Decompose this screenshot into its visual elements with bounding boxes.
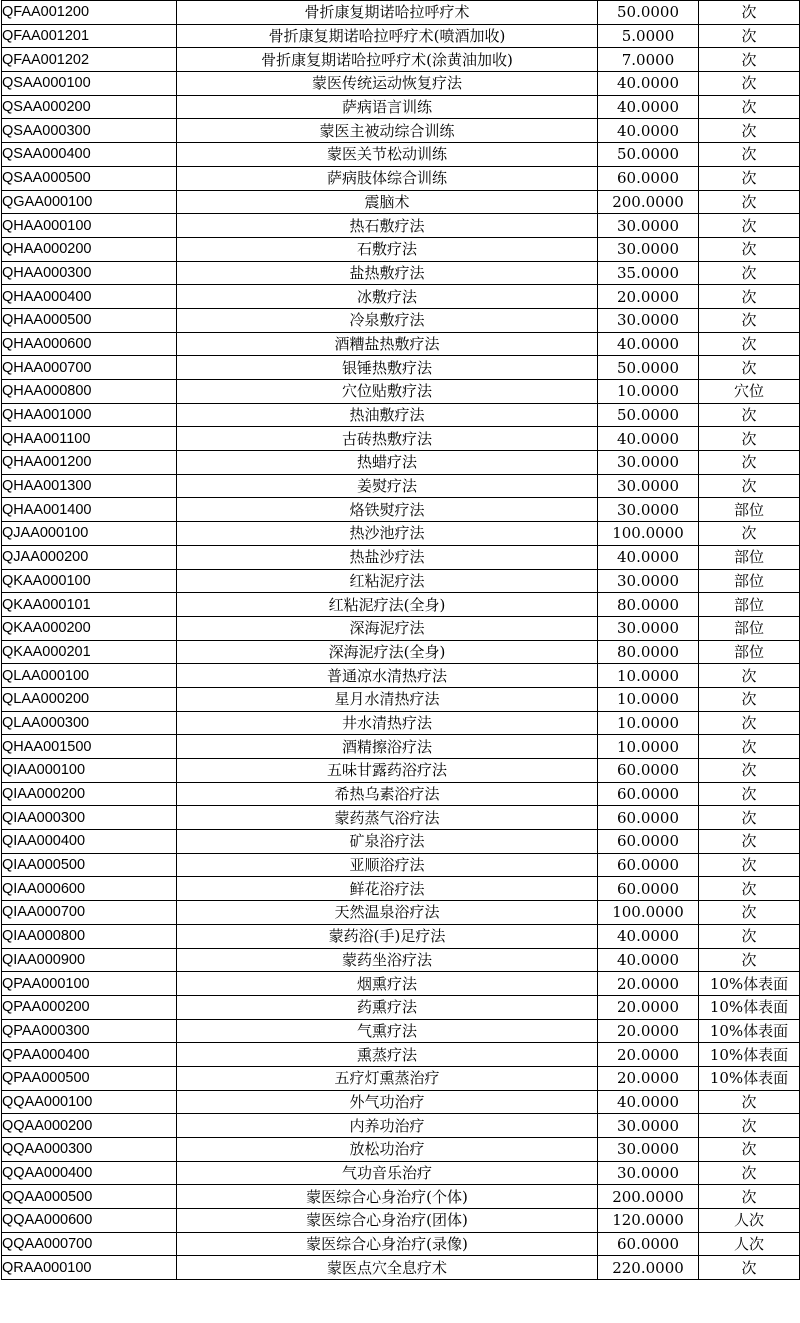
item-name-cell: 骨折康复期诺哈拉呼疗术(喷酒加收) bbox=[177, 24, 598, 48]
item-price-cell: 50.0000 bbox=[598, 356, 699, 380]
item-code-cell: QQAA000200 bbox=[2, 1114, 177, 1138]
item-code-cell: QHAA000700 bbox=[2, 356, 177, 380]
item-unit-cell: 10%体表面 bbox=[699, 1043, 800, 1067]
item-code-cell: QIAA000400 bbox=[2, 830, 177, 854]
item-unit-cell: 次 bbox=[699, 143, 800, 167]
table-row bbox=[2, 237, 800, 261]
item-unit-cell: 部位 bbox=[699, 498, 800, 522]
item-name-cell: 五味甘露药浴疗法 bbox=[177, 759, 598, 783]
item-price-cell: 10.0000 bbox=[598, 735, 699, 759]
item-price-cell: 100.0000 bbox=[598, 522, 699, 546]
table-row bbox=[2, 1256, 800, 1280]
table-row bbox=[2, 95, 800, 119]
table-row bbox=[2, 616, 800, 640]
item-unit-cell: 次 bbox=[699, 48, 800, 72]
item-code-cell: QQAA000700 bbox=[2, 1232, 177, 1256]
item-code-cell: QFAA001201 bbox=[2, 24, 177, 48]
item-unit-cell: 次 bbox=[699, 901, 800, 925]
item-code-cell: QQAA000500 bbox=[2, 1185, 177, 1209]
item-name-cell: 骨折康复期诺哈拉呼疗术 bbox=[177, 1, 598, 25]
table-body bbox=[2, 1, 800, 1280]
item-code-cell: QKAA000101 bbox=[2, 593, 177, 617]
item-price-cell: 50.0000 bbox=[598, 403, 699, 427]
item-code-cell: QSAA000100 bbox=[2, 72, 177, 96]
item-unit-cell: 穴位 bbox=[699, 380, 800, 404]
item-name-cell: 天然温泉浴疗法 bbox=[177, 901, 598, 925]
item-unit-cell: 次 bbox=[699, 214, 800, 238]
item-price-cell: 10.0000 bbox=[598, 711, 699, 735]
item-price-cell: 30.0000 bbox=[598, 1161, 699, 1185]
table-row bbox=[2, 735, 800, 759]
item-unit-cell: 次 bbox=[699, 72, 800, 96]
item-unit-cell: 10%体表面 bbox=[699, 1019, 800, 1043]
table-row bbox=[2, 214, 800, 238]
item-price-cell: 60.0000 bbox=[598, 1232, 699, 1256]
item-unit-cell: 10%体表面 bbox=[699, 972, 800, 996]
item-price-cell: 20.0000 bbox=[598, 1066, 699, 1090]
item-code-cell: QSAA000400 bbox=[2, 143, 177, 167]
item-name-cell: 蒙医点穴全息疗术 bbox=[177, 1256, 598, 1280]
item-name-cell: 普通凉水清热疗法 bbox=[177, 664, 598, 688]
item-unit-cell: 次 bbox=[699, 924, 800, 948]
item-code-cell: QJAA000100 bbox=[2, 522, 177, 546]
item-name-cell: 古砖热敷疗法 bbox=[177, 427, 598, 451]
table-row bbox=[2, 593, 800, 617]
table-row bbox=[2, 332, 800, 356]
table-row bbox=[2, 759, 800, 783]
item-price-cell: 60.0000 bbox=[598, 853, 699, 877]
item-price-cell: 30.0000 bbox=[598, 474, 699, 498]
item-price-cell: 30.0000 bbox=[598, 308, 699, 332]
item-name-cell: 酒精擦浴疗法 bbox=[177, 735, 598, 759]
item-code-cell: QIAA000300 bbox=[2, 806, 177, 830]
item-price-cell: 40.0000 bbox=[598, 119, 699, 143]
item-price-cell: 5.0000 bbox=[598, 24, 699, 48]
item-name-cell: 蒙医综合心身治疗(录像) bbox=[177, 1232, 598, 1256]
item-name-cell: 冷泉敷疗法 bbox=[177, 308, 598, 332]
item-price-cell: 30.0000 bbox=[598, 498, 699, 522]
item-unit-cell: 10%体表面 bbox=[699, 995, 800, 1019]
table-row bbox=[2, 1, 800, 25]
item-name-cell: 矿泉浴疗法 bbox=[177, 830, 598, 854]
item-unit-cell: 部位 bbox=[699, 640, 800, 664]
item-price-cell: 30.0000 bbox=[598, 569, 699, 593]
item-price-cell: 60.0000 bbox=[598, 166, 699, 190]
item-name-cell: 酒糟盐热敷疗法 bbox=[177, 332, 598, 356]
item-price-cell: 40.0000 bbox=[598, 332, 699, 356]
item-code-cell: QIAA000500 bbox=[2, 853, 177, 877]
item-code-cell: QHAA001500 bbox=[2, 735, 177, 759]
table-row bbox=[2, 640, 800, 664]
item-code-cell: QIAA000700 bbox=[2, 901, 177, 925]
item-name-cell: 穴位贴敷疗法 bbox=[177, 380, 598, 404]
item-code-cell: QRAA000100 bbox=[2, 1256, 177, 1280]
item-unit-cell: 次 bbox=[699, 261, 800, 285]
item-unit-cell: 次 bbox=[699, 403, 800, 427]
table-row bbox=[2, 1043, 800, 1067]
item-code-cell: QKAA000100 bbox=[2, 569, 177, 593]
item-name-cell: 热油敷疗法 bbox=[177, 403, 598, 427]
item-code-cell: QFAA001202 bbox=[2, 48, 177, 72]
item-price-cell: 20.0000 bbox=[598, 1043, 699, 1067]
item-price-cell: 30.0000 bbox=[598, 1138, 699, 1162]
item-code-cell: QIAA000800 bbox=[2, 924, 177, 948]
item-name-cell: 深海泥疗法(全身) bbox=[177, 640, 598, 664]
item-name-cell: 星月水清热疗法 bbox=[177, 687, 598, 711]
table-row bbox=[2, 830, 800, 854]
item-code-cell: QHAA000200 bbox=[2, 237, 177, 261]
item-unit-cell: 人次 bbox=[699, 1232, 800, 1256]
item-name-cell: 蒙药浴(手)足疗法 bbox=[177, 924, 598, 948]
item-unit-cell: 次 bbox=[699, 1185, 800, 1209]
item-code-cell: QSAA000200 bbox=[2, 95, 177, 119]
item-unit-cell: 次 bbox=[699, 190, 800, 214]
table-row bbox=[2, 569, 800, 593]
item-unit-cell: 次 bbox=[699, 95, 800, 119]
table-row bbox=[2, 522, 800, 546]
item-name-cell: 热蜡疗法 bbox=[177, 451, 598, 475]
table-row bbox=[2, 877, 800, 901]
item-price-cell: 40.0000 bbox=[598, 95, 699, 119]
item-unit-cell: 次 bbox=[699, 474, 800, 498]
table-row bbox=[2, 498, 800, 522]
table-row bbox=[2, 853, 800, 877]
table-row bbox=[2, 995, 800, 1019]
table-row bbox=[2, 119, 800, 143]
item-unit-cell: 次 bbox=[699, 948, 800, 972]
item-price-cell: 60.0000 bbox=[598, 877, 699, 901]
item-code-cell: QQAA000300 bbox=[2, 1138, 177, 1162]
table-row bbox=[2, 1232, 800, 1256]
table-row bbox=[2, 924, 800, 948]
item-unit-cell: 次 bbox=[699, 285, 800, 309]
item-name-cell: 萨病语言训练 bbox=[177, 95, 598, 119]
item-code-cell: QIAA000200 bbox=[2, 782, 177, 806]
item-unit-cell: 次 bbox=[699, 759, 800, 783]
item-price-cell: 40.0000 bbox=[598, 948, 699, 972]
item-name-cell: 五疗灯熏蒸治疗 bbox=[177, 1066, 598, 1090]
item-name-cell: 震脑术 bbox=[177, 190, 598, 214]
item-unit-cell: 人次 bbox=[699, 1209, 800, 1233]
item-code-cell: QGAA000100 bbox=[2, 190, 177, 214]
item-name-cell: 药熏疗法 bbox=[177, 995, 598, 1019]
item-name-cell: 蒙药蒸气浴疗法 bbox=[177, 806, 598, 830]
item-unit-cell: 次 bbox=[699, 356, 800, 380]
item-name-cell: 气熏疗法 bbox=[177, 1019, 598, 1043]
item-unit-cell: 部位 bbox=[699, 569, 800, 593]
item-price-cell: 30.0000 bbox=[598, 214, 699, 238]
item-name-cell: 银锤热敷疗法 bbox=[177, 356, 598, 380]
item-unit-cell: 次 bbox=[699, 308, 800, 332]
item-code-cell: QHAA001000 bbox=[2, 403, 177, 427]
item-unit-cell: 次 bbox=[699, 237, 800, 261]
table-row bbox=[2, 806, 800, 830]
item-price-cell: 30.0000 bbox=[598, 616, 699, 640]
table-row bbox=[2, 687, 800, 711]
item-unit-cell: 次 bbox=[699, 853, 800, 877]
item-name-cell: 烙铁熨疗法 bbox=[177, 498, 598, 522]
item-code-cell: QPAA000400 bbox=[2, 1043, 177, 1067]
item-name-cell: 气功音乐治疗 bbox=[177, 1161, 598, 1185]
table-row bbox=[2, 948, 800, 972]
item-name-cell: 亚顺浴疗法 bbox=[177, 853, 598, 877]
item-code-cell: QHAA000500 bbox=[2, 308, 177, 332]
item-name-cell: 石敷疗法 bbox=[177, 237, 598, 261]
item-price-cell: 10.0000 bbox=[598, 380, 699, 404]
table-row bbox=[2, 24, 800, 48]
table-row bbox=[2, 1090, 800, 1114]
table-row bbox=[2, 1161, 800, 1185]
item-name-cell: 烟熏疗法 bbox=[177, 972, 598, 996]
item-code-cell: QPAA000500 bbox=[2, 1066, 177, 1090]
item-name-cell: 蒙医传统运动恢复疗法 bbox=[177, 72, 598, 96]
table-row bbox=[2, 1066, 800, 1090]
item-unit-cell: 次 bbox=[699, 664, 800, 688]
item-name-cell: 萨病肢体综合训练 bbox=[177, 166, 598, 190]
item-code-cell: QQAA000600 bbox=[2, 1209, 177, 1233]
item-unit-cell: 次 bbox=[699, 782, 800, 806]
item-unit-cell: 次 bbox=[699, 830, 800, 854]
item-price-cell: 20.0000 bbox=[598, 285, 699, 309]
item-code-cell: QPAA000200 bbox=[2, 995, 177, 1019]
item-price-cell: 40.0000 bbox=[598, 1090, 699, 1114]
table-row bbox=[2, 285, 800, 309]
item-name-cell: 蒙药坐浴疗法 bbox=[177, 948, 598, 972]
item-code-cell: QJAA000200 bbox=[2, 545, 177, 569]
item-name-cell: 蒙医综合心身治疗(个体) bbox=[177, 1185, 598, 1209]
item-code-cell: QQAA000100 bbox=[2, 1090, 177, 1114]
item-code-cell: QKAA000200 bbox=[2, 616, 177, 640]
item-code-cell: QLAA000200 bbox=[2, 687, 177, 711]
table-row bbox=[2, 901, 800, 925]
item-name-cell: 深海泥疗法 bbox=[177, 616, 598, 640]
item-unit-cell: 次 bbox=[699, 1, 800, 25]
table-row bbox=[2, 782, 800, 806]
item-price-cell: 30.0000 bbox=[598, 1114, 699, 1138]
table-row bbox=[2, 72, 800, 96]
item-price-cell: 30.0000 bbox=[598, 237, 699, 261]
item-price-cell: 60.0000 bbox=[598, 759, 699, 783]
item-price-cell: 40.0000 bbox=[598, 72, 699, 96]
item-unit-cell: 次 bbox=[699, 1161, 800, 1185]
item-unit-cell: 次 bbox=[699, 735, 800, 759]
table-row bbox=[2, 972, 800, 996]
price-table bbox=[1, 0, 800, 1280]
table-row bbox=[2, 474, 800, 498]
table-row bbox=[2, 711, 800, 735]
item-unit-cell: 次 bbox=[699, 1090, 800, 1114]
item-code-cell: QHAA001100 bbox=[2, 427, 177, 451]
item-name-cell: 内养功治疗 bbox=[177, 1114, 598, 1138]
table-row bbox=[2, 664, 800, 688]
item-name-cell: 鲜花浴疗法 bbox=[177, 877, 598, 901]
item-unit-cell: 次 bbox=[699, 332, 800, 356]
item-code-cell: QHAA000600 bbox=[2, 332, 177, 356]
item-code-cell: QHAA000100 bbox=[2, 214, 177, 238]
item-code-cell: QPAA000100 bbox=[2, 972, 177, 996]
table-row bbox=[2, 48, 800, 72]
table-row bbox=[2, 308, 800, 332]
item-code-cell: QIAA000900 bbox=[2, 948, 177, 972]
table-row bbox=[2, 261, 800, 285]
item-unit-cell: 次 bbox=[699, 877, 800, 901]
item-price-cell: 50.0000 bbox=[598, 143, 699, 167]
item-price-cell: 200.0000 bbox=[598, 1185, 699, 1209]
item-unit-cell: 次 bbox=[699, 24, 800, 48]
item-name-cell: 蒙医关节松动训练 bbox=[177, 143, 598, 167]
item-unit-cell: 次 bbox=[699, 522, 800, 546]
item-unit-cell: 次 bbox=[699, 119, 800, 143]
table-row bbox=[2, 451, 800, 475]
item-price-cell: 80.0000 bbox=[598, 640, 699, 664]
item-code-cell: QHAA001200 bbox=[2, 451, 177, 475]
item-code-cell: QKAA000201 bbox=[2, 640, 177, 664]
item-code-cell: QHAA000300 bbox=[2, 261, 177, 285]
item-price-cell: 120.0000 bbox=[598, 1209, 699, 1233]
item-name-cell: 放松功治疗 bbox=[177, 1138, 598, 1162]
item-code-cell: QIAA000600 bbox=[2, 877, 177, 901]
item-price-cell: 60.0000 bbox=[598, 782, 699, 806]
item-unit-cell: 次 bbox=[699, 687, 800, 711]
item-code-cell: QHAA001300 bbox=[2, 474, 177, 498]
item-price-cell: 20.0000 bbox=[598, 1019, 699, 1043]
table-row bbox=[2, 143, 800, 167]
item-unit-cell: 次 bbox=[699, 166, 800, 190]
item-price-cell: 60.0000 bbox=[598, 830, 699, 854]
item-unit-cell: 10%体表面 bbox=[699, 1066, 800, 1090]
item-unit-cell: 次 bbox=[699, 711, 800, 735]
table-row bbox=[2, 1185, 800, 1209]
item-name-cell: 外气功治疗 bbox=[177, 1090, 598, 1114]
item-code-cell: QQAA000400 bbox=[2, 1161, 177, 1185]
item-unit-cell: 次 bbox=[699, 1138, 800, 1162]
table-row bbox=[2, 1209, 800, 1233]
item-name-cell: 蒙医主被动综合训练 bbox=[177, 119, 598, 143]
item-code-cell: QIAA000100 bbox=[2, 759, 177, 783]
item-code-cell: QFAA001200 bbox=[2, 1, 177, 25]
item-price-cell: 40.0000 bbox=[598, 924, 699, 948]
item-price-cell: 30.0000 bbox=[598, 451, 699, 475]
item-name-cell: 热沙池疗法 bbox=[177, 522, 598, 546]
item-name-cell: 骨折康复期诺哈拉呼疗术(涂黄油加收) bbox=[177, 48, 598, 72]
item-price-cell: 80.0000 bbox=[598, 593, 699, 617]
item-unit-cell: 次 bbox=[699, 427, 800, 451]
item-name-cell: 熏蒸疗法 bbox=[177, 1043, 598, 1067]
item-price-cell: 100.0000 bbox=[598, 901, 699, 925]
item-name-cell: 蒙医综合心身治疗(团体) bbox=[177, 1209, 598, 1233]
item-price-cell: 7.0000 bbox=[598, 48, 699, 72]
table-row bbox=[2, 1138, 800, 1162]
table-row bbox=[2, 1114, 800, 1138]
item-name-cell: 红粘泥疗法 bbox=[177, 569, 598, 593]
table-row bbox=[2, 545, 800, 569]
item-code-cell: QLAA000300 bbox=[2, 711, 177, 735]
item-price-cell: 220.0000 bbox=[598, 1256, 699, 1280]
item-name-cell: 希热乌素浴疗法 bbox=[177, 782, 598, 806]
item-code-cell: QHAA000400 bbox=[2, 285, 177, 309]
item-name-cell: 盐热敷疗法 bbox=[177, 261, 598, 285]
item-price-cell: 40.0000 bbox=[598, 427, 699, 451]
item-name-cell: 热石敷疗法 bbox=[177, 214, 598, 238]
item-code-cell: QHAA000800 bbox=[2, 380, 177, 404]
item-price-cell: 40.0000 bbox=[598, 545, 699, 569]
item-code-cell: QLAA000100 bbox=[2, 664, 177, 688]
item-unit-cell: 次 bbox=[699, 1114, 800, 1138]
table-row bbox=[2, 380, 800, 404]
item-code-cell: QHAA001400 bbox=[2, 498, 177, 522]
table-row bbox=[2, 356, 800, 380]
item-price-cell: 10.0000 bbox=[598, 664, 699, 688]
item-name-cell: 姜熨疗法 bbox=[177, 474, 598, 498]
item-unit-cell: 部位 bbox=[699, 593, 800, 617]
item-code-cell: QSAA000500 bbox=[2, 166, 177, 190]
item-price-cell: 20.0000 bbox=[598, 972, 699, 996]
item-price-cell: 20.0000 bbox=[598, 995, 699, 1019]
item-price-cell: 200.0000 bbox=[598, 190, 699, 214]
item-name-cell: 热盐沙疗法 bbox=[177, 545, 598, 569]
item-name-cell: 井水清热疗法 bbox=[177, 711, 598, 735]
item-code-cell: QPAA000300 bbox=[2, 1019, 177, 1043]
item-name-cell: 冰敷疗法 bbox=[177, 285, 598, 309]
table-row bbox=[2, 190, 800, 214]
item-name-cell: 红粘泥疗法(全身) bbox=[177, 593, 598, 617]
item-price-cell: 50.0000 bbox=[598, 1, 699, 25]
item-unit-cell: 部位 bbox=[699, 545, 800, 569]
item-unit-cell: 次 bbox=[699, 1256, 800, 1280]
table-row bbox=[2, 403, 800, 427]
item-price-cell: 10.0000 bbox=[598, 687, 699, 711]
table-row bbox=[2, 166, 800, 190]
table-row bbox=[2, 427, 800, 451]
item-price-cell: 35.0000 bbox=[598, 261, 699, 285]
item-code-cell: QSAA000300 bbox=[2, 119, 177, 143]
item-unit-cell: 部位 bbox=[699, 616, 800, 640]
table-row bbox=[2, 1019, 800, 1043]
item-unit-cell: 次 bbox=[699, 451, 800, 475]
item-unit-cell: 次 bbox=[699, 806, 800, 830]
item-price-cell: 60.0000 bbox=[598, 806, 699, 830]
